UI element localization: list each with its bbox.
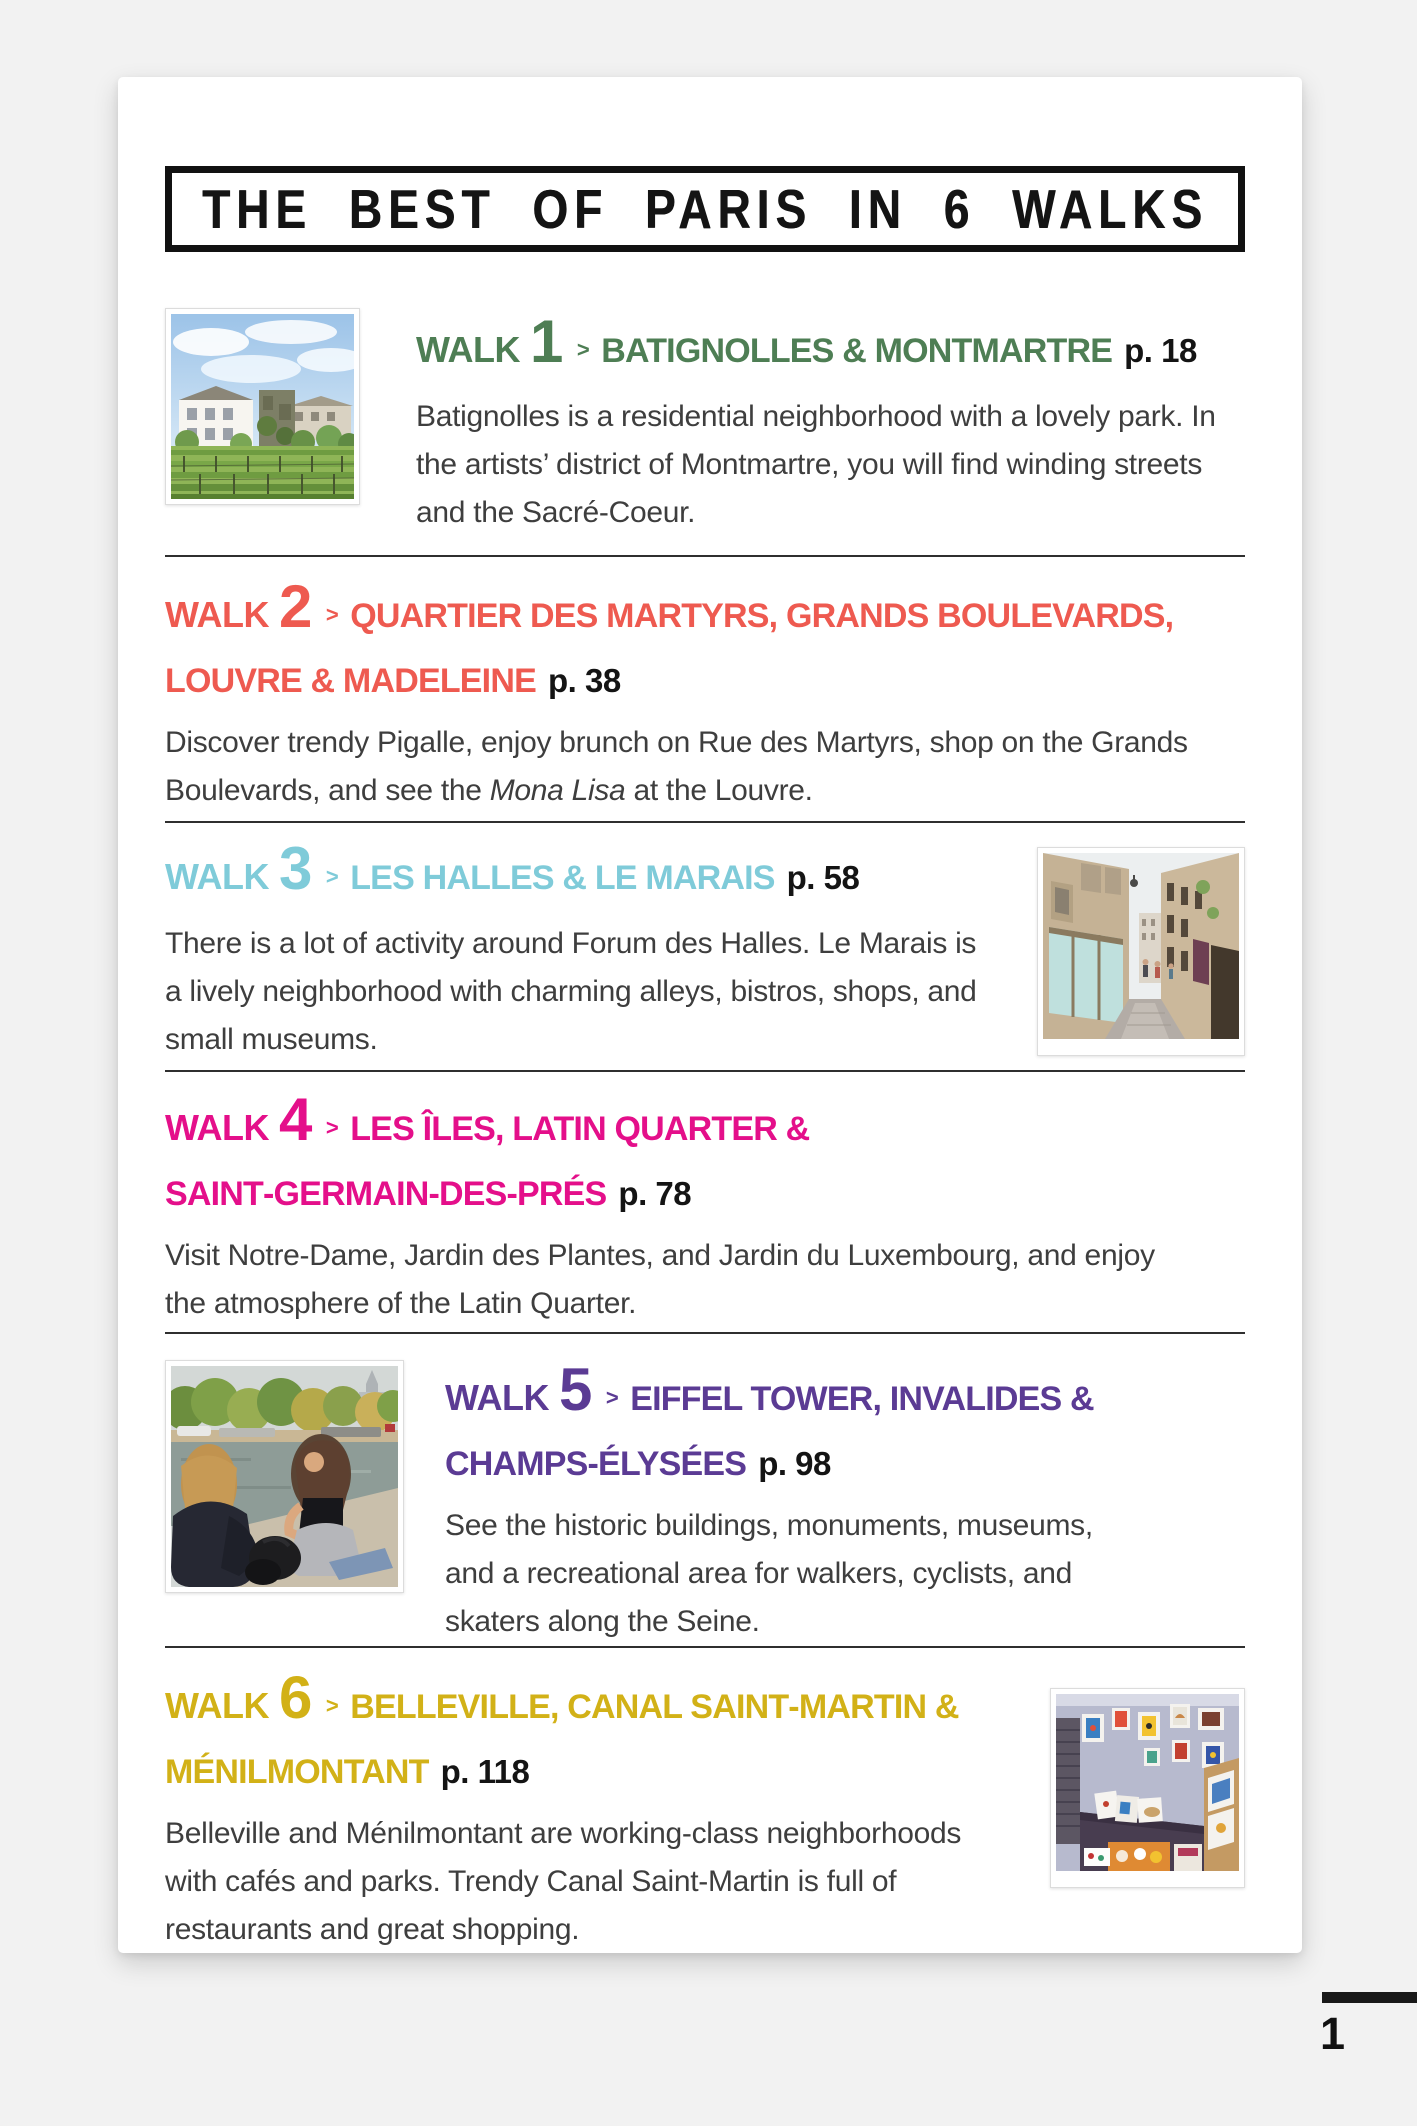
montmartre-vineyard-photo-art [171,314,354,499]
chevron-right-icon: > [576,337,590,362]
walk-1-description: Batignolles is a residential neighborhood with a lovely park. In the artists’ district of Montmartre, you will find winding streets and the Sacré-Coeur. [416,400,1216,529]
walk-3-text [165,835,1037,1064]
walk-1-section [165,308,1245,555]
book-page [118,77,1302,1953]
walk-number: 6 [278,1664,312,1731]
walk-3-photo [1037,847,1245,1056]
walk-name: LES ÎLES, LATIN QUARTER & SAINT‑GERMAIN‑DES‑PRÉS [165,1110,810,1213]
walk-4-heading [165,1086,1245,1224]
walk-page-ref: p. 78 [618,1175,692,1212]
walk-1-heading-main [416,308,1113,375]
seine-riverbank-photo-art [171,1366,398,1587]
walk-5-section [165,1334,1245,1646]
desc-text: Discover trendy Pigalle, enjoy brunch on Rue des Martyrs, shop on the Grands Boulevards, and see the [165,726,1188,807]
walk-page-ref: p. 58 [786,859,860,896]
walk-page-ref: p. 98 [758,1445,831,1482]
walk-4-description: Visit Notre-Dame, Jardin des Plantes, and Jardin du Luxembourg, and enjoy the atmosphere of the Latin Quarter. [165,1239,1155,1320]
walk-4-heading-main [165,1086,810,1213]
walk-3-heading-main [165,835,775,902]
paris-street-photo-art [1043,853,1239,1039]
page-footer-bar [1322,1992,1417,2003]
walk-2-description [165,719,1210,815]
walk-1-heading [416,308,1245,385]
page-number: 1 [1320,2008,1346,2059]
chevron-right-icon: > [325,602,339,627]
walk-4-section [165,1072,1245,1332]
desc-italic-title: Mona Lisa [489,774,626,807]
desc-text: at the Louvre. [625,774,813,807]
walk-6-heading [165,1664,1050,1802]
walk-label: WALK [165,1107,269,1148]
walk-page-ref: p. 18 [1124,332,1197,369]
walk-6-section [165,1648,1245,1953]
walk-label: WALK [165,1685,269,1726]
walk-6-text [165,1648,1050,1953]
chevron-right-icon: > [325,1693,339,1718]
walk-page-ref: p. 38 [547,662,621,699]
chevron-right-icon: > [605,1385,619,1410]
walk-page-ref: p. 118 [440,1753,530,1790]
walk-6-photo [1050,1688,1245,1888]
walk-3-description: There is a lot of activity around Forum des Halles. Le Marais is a lively neighborhood with charming alleys, bistros, shops, and small museums. [165,927,977,1056]
walk-5-heading [445,1356,1245,1494]
walk-3-section [165,823,1245,1070]
walk-label: WALK [416,329,520,370]
walk-label: WALK [165,856,269,897]
walk-6-description: Belleville and Ménilmontant are working-class neighborhoods with cafés and parks. Trendy Canal Saint-Martin is full of restaurants and great shopping. [165,1817,962,1946]
walk-2-heading [165,573,1185,711]
walk-6-heading-main [165,1664,959,1791]
walk-number: 3 [278,835,312,902]
walk-5-text [445,1356,1245,1646]
walk-number: 4 [278,1086,312,1153]
walk-1-text [416,308,1245,537]
walk-number: 5 [558,1356,592,1423]
walk-1-photo [165,308,360,505]
walk-2-heading-main [165,573,1174,700]
walk-name: BELLEVILLE, CANAL SAINT‑MARTIN & MÉNILMONTANT [165,1688,959,1791]
walk-3-heading [165,835,1037,912]
shop-interior-photo-art [1056,1694,1239,1871]
chevron-right-icon: > [325,1115,339,1140]
walk-label: WALK [165,594,269,635]
walk-label: WALK [445,1377,549,1418]
walk-2-section [165,557,1245,821]
walk-5-photo [165,1360,404,1593]
walk-name: LES HALLES & LE MARAIS [350,859,775,897]
walk-name: EIFFEL TOWER, INVALIDES & CHAMPS‑ÉLYSÉES [445,1380,1094,1483]
walk-name: QUARTIER DES MARTYRS, GRANDS BOULEVARDS, LOUVRE & MADELEINE [165,597,1174,700]
walk-5-description: See the historic buildings, monuments, museums, and a recreational area for walkers, cyclists, and skaters along the Seine. [445,1509,1093,1638]
walk-number: 1 [529,308,563,375]
page-title: THE BEST OF PARIS IN 6 WALKS [201,178,1209,240]
page-title-box [165,166,1245,252]
walk-name: BATIGNOLLES & MONTMARTRE [601,332,1113,370]
walk-number: 2 [278,573,312,640]
chevron-right-icon: > [325,864,339,889]
